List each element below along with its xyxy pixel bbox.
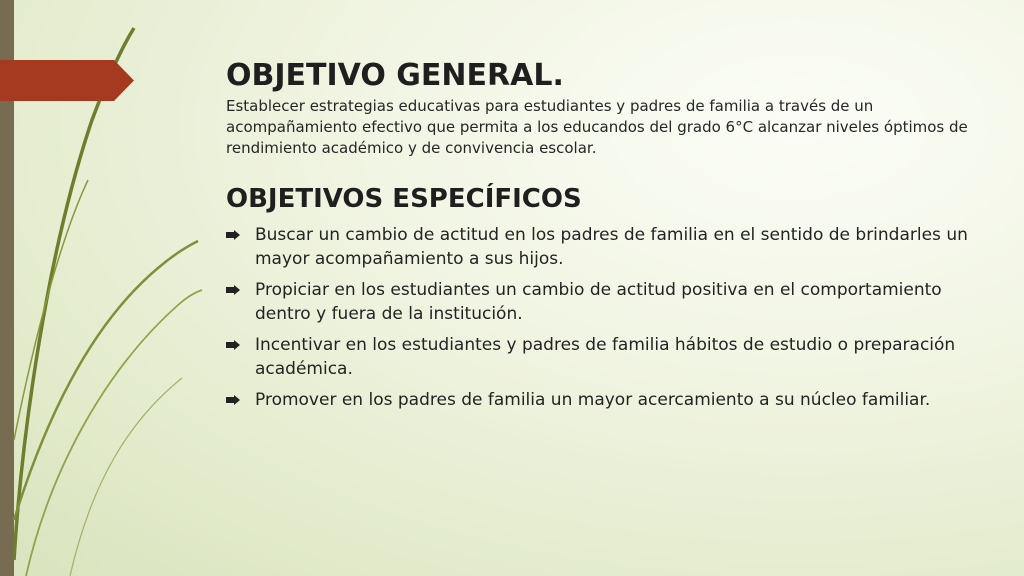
arrow-bullet-icon xyxy=(226,230,240,240)
arrow-bullet-icon xyxy=(226,285,240,295)
list-item xyxy=(226,278,986,326)
list-item-text: Promover en los padres de familia un mayor acercamiento a su núcleo familiar. xyxy=(255,390,931,410)
list-item-text: Buscar un cambio de actitud en los padres de familia en el sentido de brindarles un mayor acompañamiento a sus hijos. xyxy=(255,225,968,269)
arrow-bullet-icon xyxy=(226,340,240,350)
stem-curve-5 xyxy=(14,180,88,440)
general-objective-title: OBJETIVO GENERAL. xyxy=(226,58,564,93)
general-objective-text: Establecer estrategias educativas para estudiantes y padres de familia a través de un acompañamiento efectivo que permita a los educandos del grado 6°C alcanzar niveles óptimos de rendimiento académico y de convivencia escolar. xyxy=(226,97,968,157)
list-item-text: Propiciar en los estudiantes un cambio de actitud positiva en el comportamiento dentro y fuera de la institución. xyxy=(255,280,942,324)
slide-content xyxy=(226,58,986,419)
stem-curve-2 xyxy=(14,241,198,520)
list-item xyxy=(226,333,986,381)
specific-objectives-list xyxy=(226,223,986,412)
list-item xyxy=(226,223,986,271)
stem-curve-4 xyxy=(70,378,182,576)
title-arrow-accent xyxy=(0,60,134,101)
stem-curve-3 xyxy=(26,290,202,576)
list-item-text: Incentivar en los estudiantes y padres de familia hábitos de estudio o preparación académica. xyxy=(255,335,956,379)
specific-objectives-title: OBJETIVOS ESPECÍFICOS xyxy=(226,184,582,214)
stem-curve-1 xyxy=(14,28,134,560)
list-item xyxy=(226,388,986,412)
arrow-bullet-icon xyxy=(226,395,240,405)
